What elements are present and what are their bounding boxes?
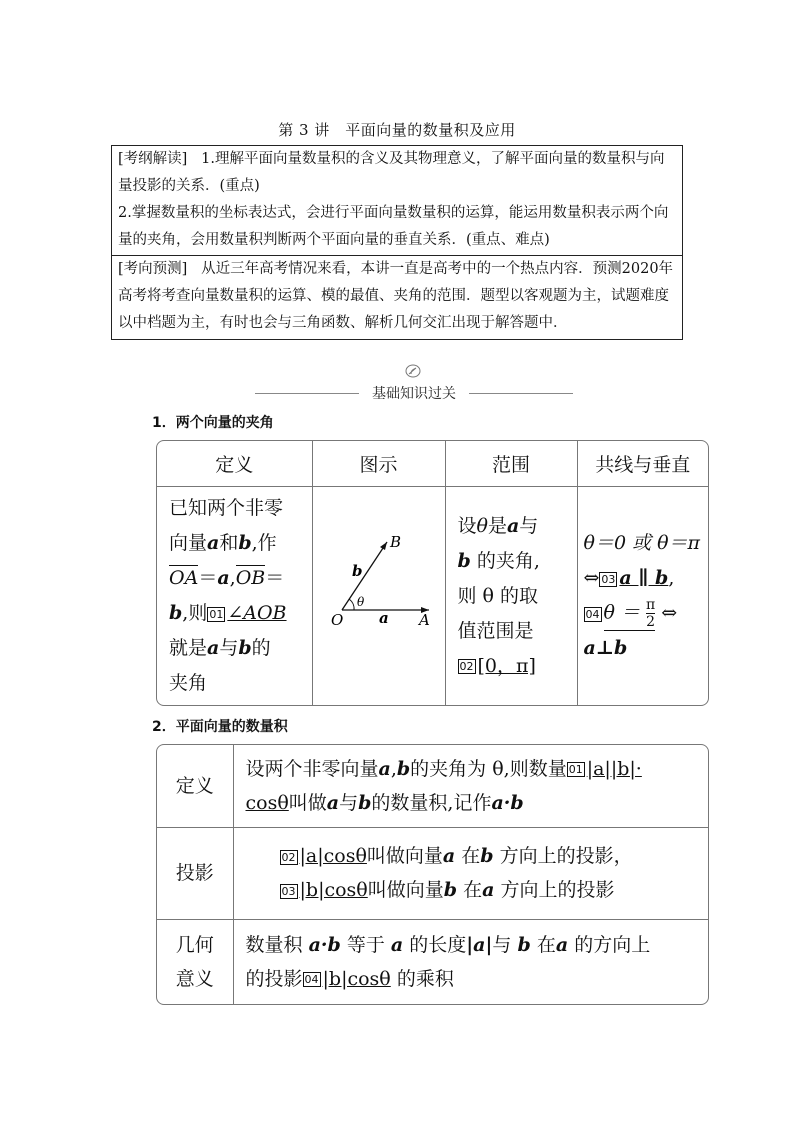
vector-b: b — [457, 549, 471, 572]
answer-range: [0，π] — [477, 654, 536, 677]
text: 在 — [536, 933, 556, 956]
modulus-a: |a| — [466, 933, 493, 956]
text: 的数量积,记作 — [371, 791, 492, 814]
angle-table — [156, 440, 709, 706]
vector-OA — [169, 561, 198, 596]
text: 的乘积 — [396, 967, 454, 990]
vector-b: b — [517, 933, 531, 956]
vector-OB-label: OB — [235, 567, 266, 589]
vector-OB — [236, 561, 266, 596]
def-text: 就是 — [169, 637, 208, 659]
text: , — [390, 757, 397, 780]
figure-cell — [312, 487, 445, 706]
fraction — [646, 597, 655, 630]
text: 在 — [463, 879, 483, 902]
kaoxiang-text: 从近三年高考情况来看，本讲一直是高考中的一个热点内容．预测2020年高考将考查向量数量积的运算、模的最值、夹角的范围．题型以客观题为主，试题难度以中档题为主，有时也会与三角函数、解析几何交汇出现于解答题中． — [118, 261, 674, 331]
projection-content — [233, 827, 708, 919]
header-definition: 定义 — [157, 441, 312, 487]
vector-b: b — [396, 757, 411, 780]
arrowhead-b-icon — [380, 542, 387, 550]
vector-a: a — [506, 514, 520, 537]
label-B: B — [389, 533, 401, 551]
vector-a: a — [482, 879, 495, 902]
vector-a: a — [207, 532, 220, 554]
text: 与 — [339, 791, 359, 814]
fraction-denominator: 2 — [646, 614, 656, 630]
perpendicular-ab: a⊥b — [583, 637, 628, 659]
vector-a: a — [390, 933, 404, 956]
overarrow-icon — [169, 565, 198, 566]
section2-heading: 2．平面向量的数量积 — [152, 719, 288, 735]
range-cell — [445, 487, 577, 706]
def-text: 的 — [251, 637, 271, 659]
def-text: 与 — [219, 637, 239, 659]
def-line-1: 已知两个非零 — [169, 497, 284, 519]
vector-a: a — [217, 567, 230, 589]
row-label-projection: 投影 — [157, 827, 233, 919]
row-projection — [157, 827, 708, 919]
answer-projection-b: |b|cosθ — [299, 879, 368, 902]
section1-heading: 1．两个向量的夹角 — [152, 415, 274, 431]
definition-cell — [157, 487, 312, 706]
text: 等于 — [346, 933, 385, 956]
angle-table-body-row — [157, 487, 708, 706]
leaf-emblem-icon — [405, 364, 421, 378]
divider-text: 基础知识过关 — [372, 386, 456, 402]
answer-projection-a: |a|cosθ — [299, 845, 367, 868]
vector-a: a — [555, 933, 569, 956]
def-text: ＝ — [265, 567, 285, 589]
vector-a: a — [207, 637, 220, 659]
vector-angle-figure — [319, 530, 439, 650]
label-theta: θ — [356, 595, 364, 609]
row-label-geometric-meaning — [157, 919, 233, 1004]
def-text: ＝ — [198, 567, 218, 589]
collinear-cell — [577, 487, 708, 706]
answer-projection-b-meaning: |b|cosθ — [322, 967, 391, 990]
vector-a: a — [442, 845, 456, 868]
vector-b: b — [238, 637, 252, 659]
overarrow-icon — [236, 565, 266, 566]
kaogang-tag: [考纲解读] — [118, 151, 188, 167]
text: 的投影 — [245, 967, 303, 990]
answer-parallel: a ∥ b — [619, 567, 669, 589]
kaogang-section — [112, 146, 682, 256]
range-line-4: 值范围是 — [457, 619, 534, 642]
dot-product-table — [156, 744, 709, 1005]
answer-cos: cosθ — [245, 791, 289, 814]
def-text: ,作 — [251, 532, 277, 554]
text: 在 — [461, 845, 481, 868]
text: 的长度 — [409, 933, 467, 956]
angle-table-header-row — [157, 441, 708, 487]
text: 数量积 — [245, 933, 303, 956]
fraction-numerator: π — [646, 597, 656, 613]
blank-number: 01 — [568, 763, 583, 777]
row-label-definition: 定义 — [157, 745, 233, 827]
vector-a: a — [326, 791, 340, 814]
dot-product-ab: a·b — [308, 933, 341, 956]
theta-symbol: θ — [476, 514, 488, 537]
def-text: 和 — [219, 532, 239, 554]
answer-modulus-product: |a||b|· — [586, 757, 642, 780]
blank-number: 04 — [304, 973, 319, 987]
text: 方向上的投影 — [500, 879, 615, 902]
exam-guide-box — [111, 145, 683, 340]
text: 叫做向量 — [366, 845, 443, 868]
text: 方向上的投影， — [499, 845, 633, 868]
label-A: A — [418, 611, 430, 629]
header-figure: 图示 — [312, 441, 445, 487]
vector-b: b — [480, 845, 494, 868]
text: 的方向上 — [574, 933, 651, 956]
kaoxiang-section — [112, 256, 682, 339]
row-geometric-meaning — [157, 919, 708, 1004]
def-text: 向量 — [169, 532, 208, 554]
col-line-1: θ＝0 或 θ＝π — [583, 532, 701, 554]
text: 与 — [492, 933, 512, 956]
blank-number: 01 — [209, 607, 224, 621]
answer-angle-AOB: ∠AOB — [227, 602, 287, 624]
label-a: a — [378, 609, 389, 627]
kaogang-point-1: 1.理解平面向量数量积的含义及其物理意义，了解平面向量的数量积与向量投影的关系．(重点) — [118, 151, 665, 194]
dot-product-ab: a·b — [491, 791, 524, 814]
vector-b: b — [358, 791, 372, 814]
range-text: 与 — [519, 514, 539, 537]
header-range: 范围 — [445, 441, 577, 487]
geometric-meaning-content — [233, 919, 708, 1004]
vector-b: b — [443, 879, 458, 902]
col-text: , — [668, 567, 675, 589]
iff-symbol: ⇔ — [661, 602, 678, 624]
header-collinear-perpendicular: 共线与垂直 — [577, 441, 708, 487]
range-text: 设 — [457, 514, 477, 537]
section-divider — [255, 378, 573, 408]
label-line-1: 几何 — [175, 933, 214, 956]
vector-OA-label: OA — [169, 567, 199, 589]
vector-b: b — [238, 532, 252, 554]
theta-equals: θ ＝ — [603, 601, 640, 624]
vector-b-arrow — [342, 542, 387, 610]
vector-b: b — [169, 602, 183, 624]
range-line-3: 则 θ 的取 — [457, 584, 539, 607]
text: 叫做向量 — [367, 879, 444, 902]
label-b: b — [351, 562, 362, 580]
def-line-6: 夹角 — [169, 672, 208, 694]
label-O: O — [330, 611, 343, 629]
kaogang-point-2: 2.掌握数量积的坐标表达式，会进行平面向量数量积的运算，能运用数量积表示两个向量的夹角，会用数量积判断两个平面向量的垂直关系．(重点、难点) — [118, 205, 669, 248]
def-text: , — [229, 567, 236, 589]
text: 的夹角为 θ,则数量 — [410, 757, 567, 780]
row-definition — [157, 745, 708, 827]
text: 设两个非零向量 — [245, 757, 379, 780]
def-text: ,则 — [182, 602, 208, 624]
vector-a: a — [378, 757, 391, 780]
definition-content — [233, 745, 708, 827]
iff-symbol: ⇔ — [583, 567, 600, 589]
blank-number: 04 — [585, 607, 600, 621]
blank-number: 02 — [281, 850, 296, 864]
page-title: 第 3 讲 平面向量的数量积及应用 — [278, 121, 516, 139]
text: 叫做 — [288, 791, 327, 814]
range-text: 的夹角, — [476, 549, 540, 572]
answer-perpendicular-condition — [604, 597, 656, 631]
blank-number: 02 — [459, 660, 474, 673]
blank-number: 03 — [601, 572, 616, 586]
blank-number: 03 — [281, 884, 296, 898]
angle-arc — [349, 599, 354, 610]
range-text: 是 — [487, 514, 507, 537]
label-line-2: 意义 — [175, 967, 214, 990]
kaoxiang-tag: [考向预测] — [118, 261, 188, 277]
